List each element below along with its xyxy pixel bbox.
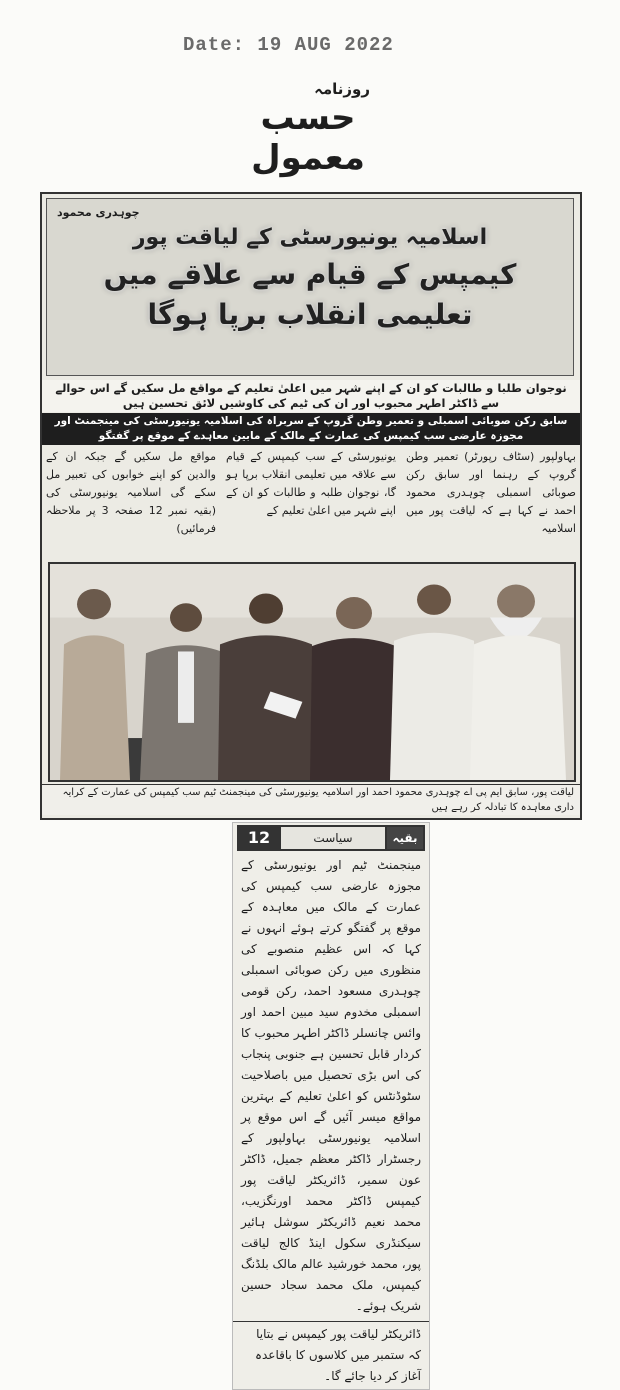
newspaper-masthead [228,80,388,178]
continuation-body: مینجمنٹ ٹیم اور یونیورسٹی کے مجوزہ عارضی سب کیمپس کی عمارت کے مالک میں معاہدہ کے موقع پر گفتگو کرتے ہوئے انہوں نے کہا کہ اس عظیم منصوبے کی منظوری میں رکن صوبائی اسمبلی چوہدری مسعود احمد، رکن قومی اسمبلی مخدوم سید مبین احمد اور وائس چانسلر ڈاکٹر اطہر محبوب کا کردار قابل تحسین ہے جنوبی پنجاب کی اس بڑی تحصیل میں باصلاحیت سٹوڈنٹس کو اعلیٰ تعلیم کے بہترین مواقع میسر آئیں گے اس موقع پر اسلامیہ یونیورسٹی بہاولپور کے رجسٹرار ڈاکٹر معظم جمیل، ڈاکٹر عون سمیر، ڈائریکٹر لیاقت پور کیمپس ڈاکٹر محمد اورنگزیب، محمد نعیم ڈائریکٹر سوشل ہائیر سیکنڈری سکول اینڈ کالج لیاقت پور، محمد خورشید عالم مالک بلڈنگ کیمپس، ملک محمد سجاد حسین شریک ہوئے۔ [241,858,421,1313]
news-article [40,192,582,820]
headline-line-1: اسلامیہ یونیورسٹی کے لیاقت پور [132,225,488,250]
headline-byline: چوہدری محمود [57,206,140,219]
photo-caption: لیاقت پور، سابق ایم پی اے چوہدری محمود احمد اور اسلامیہ یونیورسٹی کی مینجمنٹ ٹیم سب کیمپس کی عمارت کے کرایہ داری معاہدہ کا تبادلہ کر رہے ہیں [42,784,580,815]
headline-box [46,198,574,376]
body-column: مواقع مل سکیں گے جبکہ ان کے والدین کو اپنے خوابوں کی تعبیر مل سکے گی اسلامیہ یونیورسٹی کی (بقیہ نمبر 12 صفحہ 3 پر ملاحظہ فرمائیں) [46,450,216,535]
body-column: بہاولپور (سٹاف رپورٹر) تعمیر وطن گروپ کے رہنما اور سابق رکن صوبائی اسمبلی چوہدری محمود احمد نے کہا ہے کہ لیاقت پور میں اسلامیہ [406,450,576,535]
article-body [46,448,576,558]
news-photo [48,562,576,782]
continuation-section: سیاست [279,827,387,849]
group-photo-illustration [50,564,574,780]
subheading: نوجوان طلبا و طالبات کو ان کے اپنے شہر میں اعلیٰ تعلیم کے مواقع مل سکیں گے اس حوالے سے ڈاکٹر اطہر محبوب اور ان کی ٹیم کی کاوشیں لائق تحسین ہیں [42,380,580,412]
continuation-header [237,825,425,851]
date-stamp: Date: 19 AUG 2022 [183,34,394,56]
body-column: یونیورسٹی کے سب کیمپس کے قیام سے علاقہ میں تعلیمی انقلاب برپا ہو گا، نوجوان طلبہ و طالبات کو ان کے اپنے شہر میں اعلیٰ تعلیم کے [226,450,396,517]
continuation-ending: ڈائریکٹر لیاقت پور کیمپس نے بتایا کہ ستمبر میں کلاسوں کا باقاعدہ آغاز کر دیا جائے گا۔ [233,1321,429,1389]
headline-line-2: کیمپس کے قیام سے علاقے میں تعلیمی انقلاب برپا ہوگا [103,258,517,331]
continuation-number: 12 [239,827,279,849]
continuation-label: بقیہ [387,827,423,849]
masthead-name: حسب معمول [251,98,365,178]
continuation-column [232,822,430,1390]
masthead-prefix: روزنامہ [314,80,370,98]
black-band-subheading: سابق رکن صوبائی اسمبلی و تعمیر وطن گروپ کے سربراہ کی اسلامیہ یونیورسٹی کی مینجمنٹ اور مجوزہ عارضی سب کیمپس کی عمارت کے مالک کے مابین معاہدے کے موقع پر گفتگو [42,413,580,445]
